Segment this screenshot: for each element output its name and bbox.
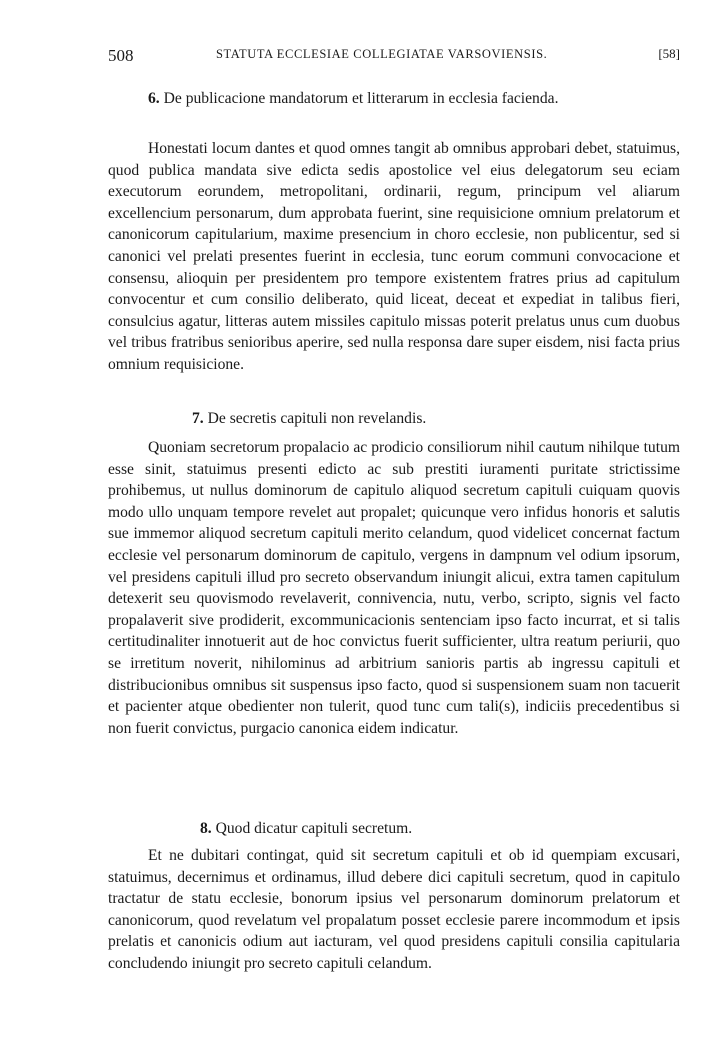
- section-7-body: [108, 437, 680, 739]
- section-number: 8.: [200, 820, 212, 837]
- page-number: 508: [108, 46, 134, 65]
- running-title: STATUTA ECCLESIAE COLLEGIATAE VARSOVIENSIS.: [216, 47, 548, 61]
- section-7-heading: [192, 408, 672, 430]
- section-8-body: [108, 845, 680, 975]
- running-head: [108, 44, 680, 66]
- section-title: De secretis capituli non revelandis.: [207, 410, 427, 427]
- section-reference: [58]: [658, 46, 680, 61]
- paragraph: Et ne dubitari contingat, quid sit secretum capituli et ob id quempiam excusari, statuimus, decernimus et ordinamus, illud debere dici capituli secretum, quod in capitulo tractatur de statu ecclesie, bonorum ipsius vel personarum dominorum prelatorum et canonicorum, quod revelatum vel propalatum posset ecclesie parere incommodum et ipsis prelatis et canonicis odium aut iacturam, vel quod presidens capituli consilia capitularia concludendo iniungit pro secreto capituli celandum.: [108, 847, 680, 972]
- section-6-body: [108, 138, 680, 376]
- section-title: De publicacione mandatorum et litterarum in ecclesia facienda.: [163, 90, 559, 107]
- section-8-heading: [200, 818, 670, 840]
- section-number: 7.: [192, 410, 204, 427]
- section-number: 6.: [148, 90, 160, 107]
- section-6-heading: [148, 88, 678, 110]
- section-title: Quod dicatur capituli secretum.: [215, 820, 413, 837]
- paragraph: Quoniam secretorum propalacio ac prodicio consiliorum nihil cautum nihilque tutum esse sinit, statuimus presenti edicto ac sub prestiti iuramenti puritate strictissime prohibemus, ut nullus dominorum de capitulo aliquod secretum capituli cuiquam quovis modo ullo unquam tempore revelet aut propalet; quicunque vero infidus honoris et salutis sue immemor aliquod secretum capituli merito celandum, quod videlicet concernat factum ecclesie vel personarum dominorum de capitulo, vergens in dampnum vel odium ipsorum, vel presidens capituli illud pro secreto observandum iniungit alicui, extra tamen capitulum detexerit seu quovismodo revelaverit, connivencia, nutu, verbo, scripto, signis vel facto propalaverit sive prodiderit, excommunicacionis sentenciam ipso facto incurrat, et si talis certitudinaliter innotuerit aut de hoc convictus fuerit sufficienter, ultra reatum periurii, quo se irretitum noverit, nihilominus ad arbitrium sanioris partis ab ingressu capituli et distribucionibus omnibus sit suspensus ipso facto, quod si suspensionem suam non tacuerit et pacienter atque obedienter non tulerit, quod tunc cum tali(s), indiciis precedentibus si non fuerit convictus, purgacio canonica eidem indicatur.: [108, 439, 680, 737]
- paragraph: Honestati locum dantes et quod omnes tangit ab omnibus approbari debet, statuimus, quod publica mandata sive edicta sedis apostolice vel eius delegatorum seu eciam executorum eorundem, metropolitani, ordinarii, regum, principum vel aliarum excellencium personarum, dum approbata fuerint, sine requisicione omnium prelatorum et canonicorum capitularium, maxime presencium in choro ecclesie, non publicentur, sed si canonici vel prelati presentes fuerint in ecclesia, tunc eorum communi convocacione et consensu, alioquin per presidentem pro tempore existentem fratres prius ad capitulum convocentur et cum consilio deliberato, quid liceat, deceat et expediat in talibus fieri, consulcius agatur, litteras autem missiles capitulo missas poterit prelatus unus cum duobus vel tribus fratribus senioribus aperire, sed nulla responsa dare super eisdem, nisi facta prius omnium requisicione.: [108, 140, 680, 373]
